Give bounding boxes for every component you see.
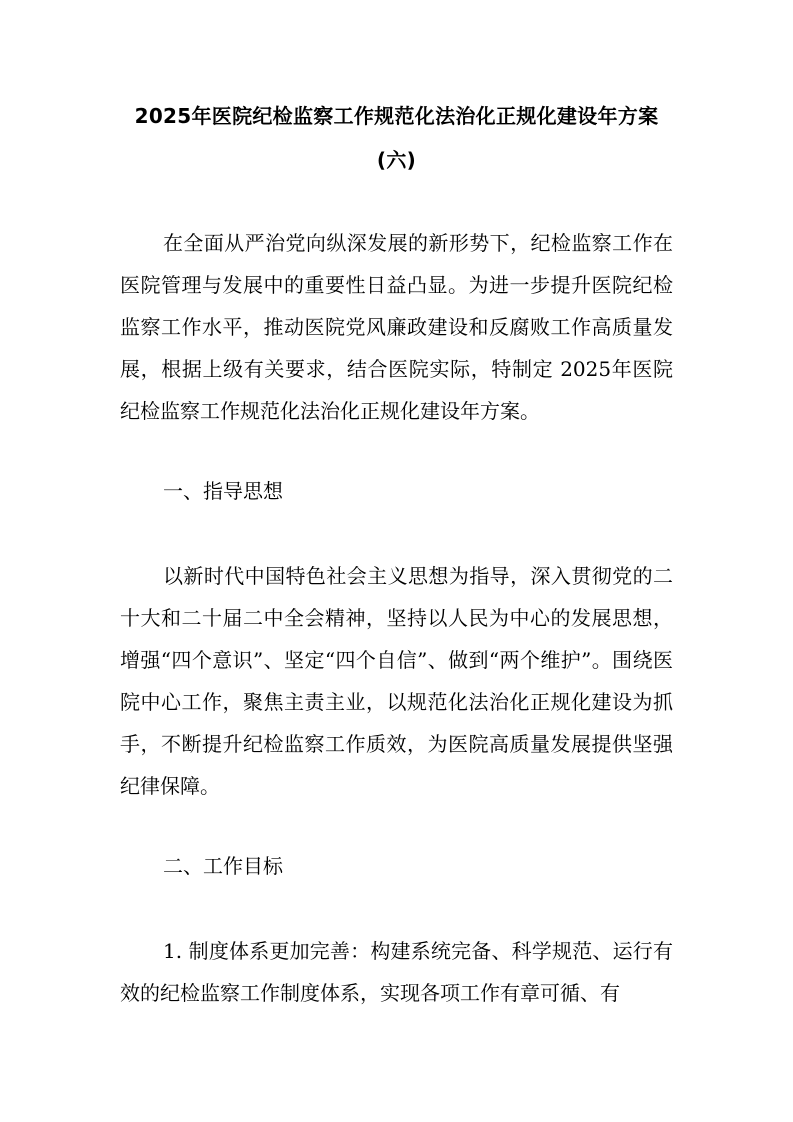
document-title: 2025年医院纪检监察工作规范化法治化正规化建设年方案 <box>134 104 659 128</box>
intro-paragraph: 在全面从严治党向纵深发展的新形势下，纪检监察工作在医院管理与发展中的重要性日益凸显。为进一步提升医院纪检监察工作水平，推动医院党风廉政建设和反腐败工作高质量发展，根据上级有关要求，结合医院实际，特制定 2025年医院纪检监察工作规范化法治化正规化建设年方案。 <box>120 231 673 423</box>
work-goal-item-1: 1. 制度体系更加完善：构建系统完备、科学规范、运行有效的纪检监察工作制度体系，实现各项工作有章可循、有 <box>120 939 673 1005</box>
document-title-number: (六) <box>376 148 417 172</box>
section-heading-guiding-ideology: 一、指导思想 <box>163 479 283 503</box>
guiding-ideology-paragraph: 以新时代中国特色社会主义思想为指导，深入贯彻党的二十大和二十届二中全会精神，坚持以人民为中心的发展思想，增强“四个意识”、坚定“四个自信”、做到“两个维护”。围绕医院中心工作，聚焦主责主业，以规范化法治化正规化建设为抓手，不断提升纪检监察工作质效，为医院高质量发展提供坚强纪律保障。 <box>120 564 673 798</box>
section-heading-work-goals: 二、工作目标 <box>163 854 283 878</box>
